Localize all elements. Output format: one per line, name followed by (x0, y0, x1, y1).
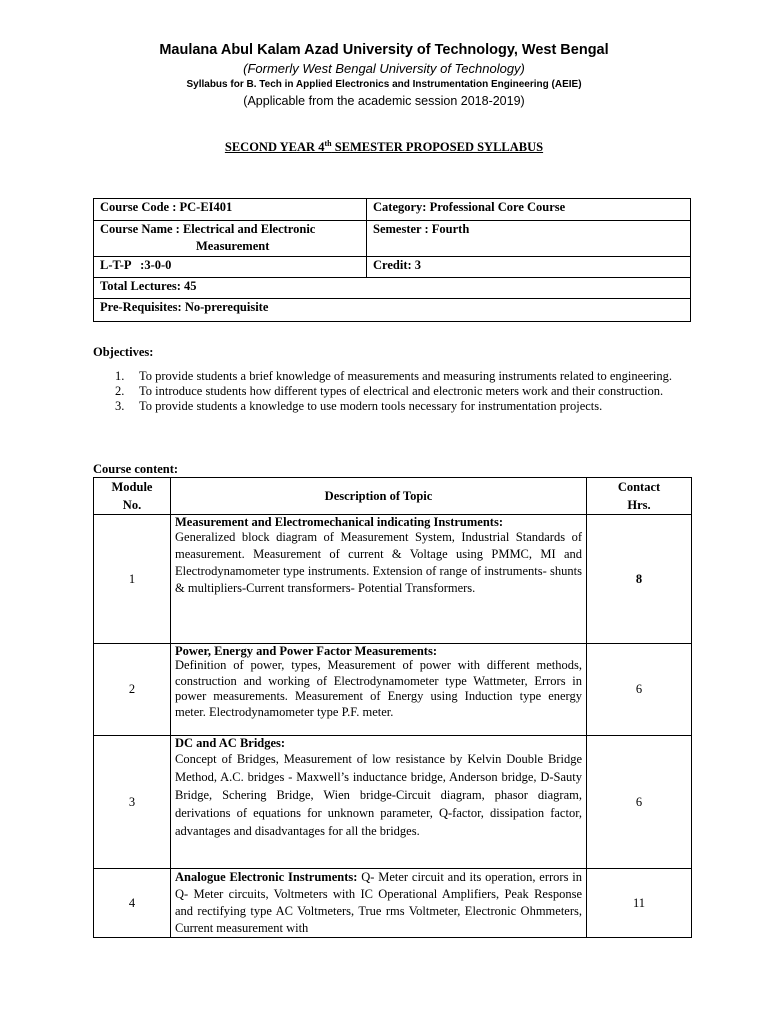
table-row (94, 515, 692, 644)
objectives-list (93, 369, 683, 414)
course-code: Course Code : PC-EI401 (94, 199, 367, 221)
table-row (94, 736, 692, 869)
table-row (94, 644, 692, 736)
course-info-table (93, 198, 691, 322)
module-description: DC and AC Bridges: Concept of Bridges, Measurement of low resistance by Kelvin Double Bridge Method, A.C. bridges - Maxwell’s inductance bridge, Anderson bridge, D-Sauty Bridge, Schering Bridge, Wien bridge-Circuit diagram, phasor diagram, derivations of equations for unknown parameter, Q-factor, dissipation factor, advantages and disadvantages for all the bridges. (171, 736, 587, 869)
objective-item: 1. To provide students a brief knowledge of measurements and measuring instruments related to engineering. (115, 369, 673, 383)
course-category: Category: Professional Core Course (367, 199, 691, 221)
header-description: Description of Topic (171, 478, 587, 515)
semester-title: SECOND YEAR 4th SEMESTER PROPOSED SYLLABUS (224, 139, 544, 155)
module-number: 3 (94, 736, 171, 869)
course-content-table (93, 477, 692, 938)
course-credit: Credit: 3 (367, 257, 691, 278)
course-ltp: L-T-P :3-0-0 (94, 257, 367, 278)
module-description: Analogue Electronic Instruments: Q- Meter circuit and its operation, errors in Q- Meter circuits, Voltmeters with IC Operational Amplifiers, Peak Response and rectifying type AC Voltmeters, True rms Voltmeter, Electronic Ohmmeters, Current measurement with (171, 869, 587, 938)
course-content-title: Course content: (93, 462, 179, 476)
module-number: 1 (94, 515, 171, 644)
contact-hours: 8 (587, 515, 692, 644)
contact-hours: 6 (587, 644, 692, 736)
contact-hours: 11 (587, 869, 692, 938)
table-row (94, 869, 692, 938)
header-module: Module No. (94, 478, 171, 515)
applicable-session: (Applicable from the academic session 2018-2019) (243, 94, 525, 108)
header-hours: Contact Hrs. (587, 478, 692, 515)
prerequisites: Pre-Requisites: No-prerequisite (94, 299, 691, 322)
course-semester: Semester : Fourth (367, 221, 691, 257)
objectives-title: Objectives: (93, 345, 154, 359)
objective-item: 3. To provide students a knowledge to use modern tools necessary for instrumentation projects. (115, 399, 603, 413)
module-description: Measurement and Electromechanical indicating Instruments: Generalized block diagram of Measurement System, Industrial Standards of measurement. Measurement of current & Voltage using PMMC, MI and Electrodynamometer type instruments. Extension of range of instruments- shunts & multipliers-Current transformers- Potential Transformers. (171, 515, 587, 644)
syllabus-for: Syllabus for B. Tech in Applied Electronics and Instrumentation Engineering (AEIE) (186, 79, 582, 90)
module-number: 2 (94, 644, 171, 736)
module-number: 4 (94, 869, 171, 938)
contact-hours: 6 (587, 736, 692, 869)
total-lectures: Total Lectures: 45 (94, 278, 691, 299)
objective-item: 2. To introduce students how different types of electrical and electronic meters work and their construction. (115, 384, 664, 398)
course-name: Course Name : Electrical and Electronic Measurement (94, 221, 367, 257)
module-description: Power, Energy and Power Factor Measurements: Definition of power, types, Measurement of power with different methods, construction and working of Electrodynamometer type Wattmeter, Errors in power measurements. Measurement of Energy using Induction type energy meter. Electrodynamometer type P.F. meter. (171, 644, 587, 736)
former-name: (Formerly West Bengal University of Technology) (243, 61, 525, 76)
university-name: Maulana Abul Kalam Azad University of Technology, West Bengal (159, 42, 609, 58)
